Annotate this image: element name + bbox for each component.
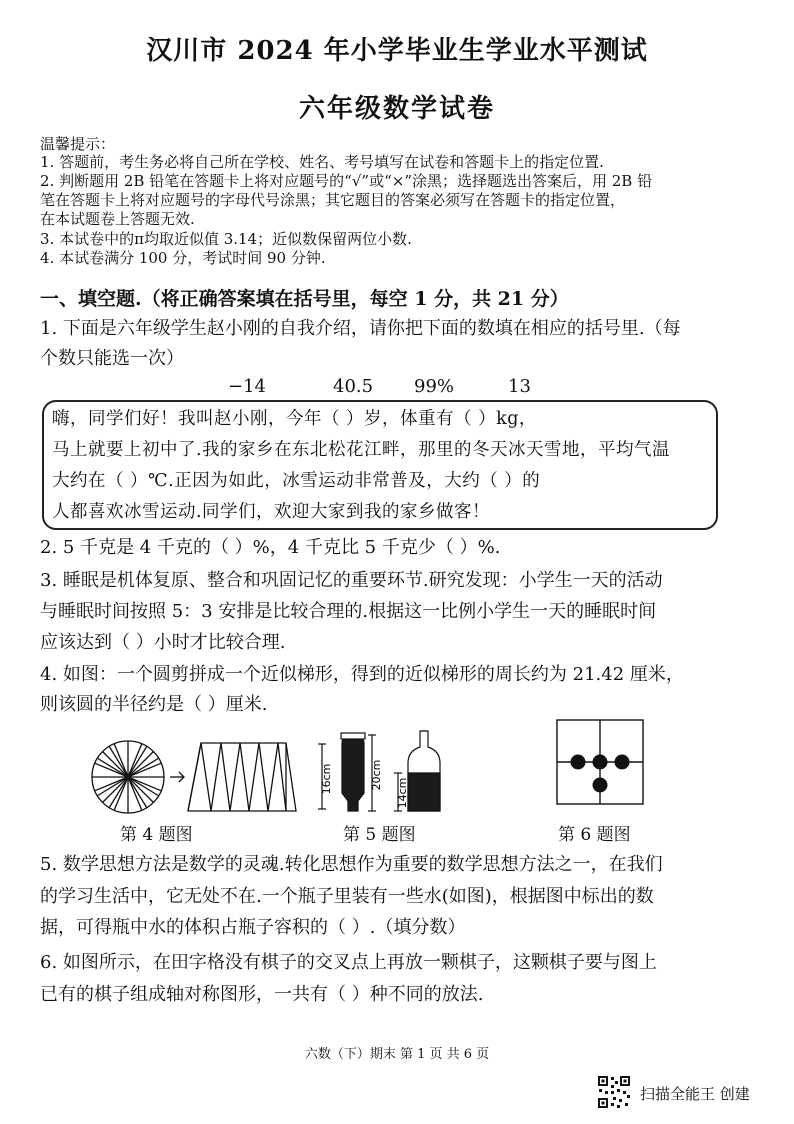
qr-code-icon <box>597 1075 631 1109</box>
figure-4-caption: 第 4 题图 <box>120 825 193 845</box>
figure-6-caption: 第 6 题图 <box>558 825 631 845</box>
number-option: 40.5 <box>333 376 374 397</box>
figure-6-grid <box>555 718 650 808</box>
bottle-label-14cm: 14cm <box>396 777 409 809</box>
question-1-line: 1. 下面是六年级学生赵小刚的自我介绍，请你把下面的数填在相应的括号里.（每 <box>40 318 681 339</box>
tips-heading: 温馨提示： <box>40 135 116 153</box>
number-option: 13 <box>508 376 531 397</box>
question-4-line: 4. 如图：一个圆剪拼成一个近似梯形，得到的近似梯形的周长约为 21.42 厘米， <box>40 664 684 685</box>
number-option: 99% <box>414 376 455 397</box>
tip-line: 3. 本试卷中的π均取近似值 3.14；近似数保留两位小数. <box>40 230 412 248</box>
figure-5-bottles <box>316 723 456 823</box>
section-heading: 一、填空题.（将正确答案填在括号里，每空 1 分，共 21 分） <box>40 288 569 310</box>
exam-subtitle: 六年级数学试卷 <box>298 94 495 124</box>
exam-title: 汉川市 2024 年小学毕业生学业水平测试 <box>146 36 648 66</box>
question-3-line: 应该达到（ ）小时才比较合理. <box>40 632 286 653</box>
question-3-line: 3. 睡眠是机体复原、整合和巩固记忆的重要环节.研究发现：小学生一天的活动 <box>40 570 663 591</box>
question-2: 2. 5 千克是 4 千克的（ ）%，4 千克比 5 千克少（ ）%. <box>40 537 501 558</box>
figure-5-caption: 第 5 题图 <box>343 825 416 845</box>
question-4-line: 则该圆的半径约是（ ）厘米. <box>40 694 268 715</box>
page-footer: 六数（下）期末 第 1 页 共 6 页 <box>304 1047 490 1062</box>
intro-line: 马上就要上初中了.我的家乡在东北松花江畔，那里的冬天冰天雪地，平均气温 <box>52 440 671 460</box>
scanner-watermark: 扫描全能王 创建 <box>640 1085 750 1103</box>
intro-line: 人都喜欢冰雪运动.同学们，欢迎大家到我的家乡做客！ <box>52 502 491 522</box>
intro-line: 大约在（ ）℃.正因为如此，冰雪运动非常普及，大约（ ）的 <box>52 471 541 491</box>
question-6-line: 已有的棋子组成轴对称图形，一共有（ ）种不同的放法. <box>40 984 484 1005</box>
tip-line: 在本试题卷上答题无效. <box>40 210 195 228</box>
tip-line: 4. 本试卷满分 100 分，考试时间 90 分钟. <box>40 249 326 267</box>
question-5-line: 5. 数学思想方法是数学的灵魂.转化思想作为重要的数学思想方法之一，在我们 <box>40 854 663 875</box>
number-option: −14 <box>228 376 266 397</box>
tip-line: 1. 答题前，考生务必将自己所在学校、姓名、考号填写在试卷和答题卡上的指定位置. <box>40 153 604 171</box>
intro-line: 嗨，同学们好！我叫赵小刚，今年（ ）岁，体重有（ ）kg， <box>52 409 537 429</box>
tip-line: 2. 判断题用 2B 铅笔在答题卡上将对应题号的“√”或“×”涂黑；选择题选出答案后，用 2B 铅 <box>40 172 653 190</box>
bottle-label-20cm: 20cm <box>370 759 383 791</box>
question-6-line: 6. 如图所示，在田字格没有棋子的交叉点上再放一颗棋子，这颗棋子要与图上 <box>40 952 657 973</box>
question-5-line: 的学习生活中，它无处不在.一个瓶子里装有一些水(如图)，根据图中标出的数 <box>40 886 654 907</box>
question-5-line: 据，可得瓶中水的体积占瓶子容积的（ ）.（填分数） <box>40 917 466 938</box>
question-3-line: 与睡眠时间按照 5：3 安排是比较合理的.根据这一比例小学生一天的睡眠时间 <box>40 601 657 622</box>
tip-line: 笔在答题卡上将对应题号的字母代号涂黑；其它题目的答案必须写在答题卡的指定位置， <box>40 191 626 209</box>
question-1-line: 个数只能选一次） <box>40 348 184 369</box>
figure-4-circle-trapezoid <box>86 735 301 820</box>
bottle-label-16cm: 16cm <box>320 763 333 795</box>
